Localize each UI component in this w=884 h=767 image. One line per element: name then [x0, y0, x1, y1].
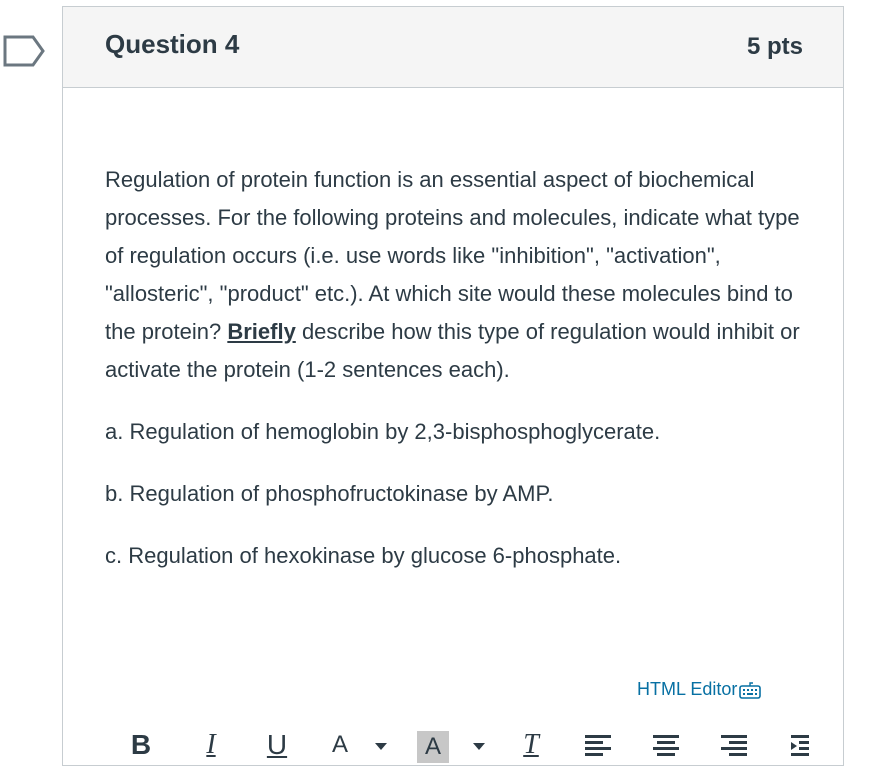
question-intro — [105, 161, 817, 389]
align-right-icon[interactable] — [721, 731, 747, 761]
question-points: 5 pts — [746, 33, 803, 60]
html-editor-link[interactable] — [637, 679, 761, 700]
align-center-icon[interactable] — [653, 731, 679, 761]
clear-format-button[interactable]: T — [523, 729, 539, 760]
background-color-dropdown-icon[interactable] — [473, 743, 485, 750]
keyboard-icon — [739, 681, 761, 699]
question-intro-before: Regulation of protein function is an essential aspect of biochemical processes. For the following proteins and molecules, indicate what type of regulation occurs (i.e. use words like "inhibition", "activation", "allosteric", "product" etc.). At which site would these molecules bind to the protein? — [105, 167, 800, 344]
text-color-button[interactable]: A — [331, 731, 348, 758]
emphasis-briefly: Briefly — [227, 319, 296, 344]
question-header — [63, 7, 843, 88]
question-item-c: c. Regulation of hexokinase by glucose 6-phosphate. — [105, 543, 622, 568]
question-text — [105, 161, 817, 599]
question-intro-after: describe how this type of regulation would inhibit or activate the protein (1-2 sentences each). — [105, 319, 800, 382]
text-color-dropdown-icon[interactable] — [375, 743, 387, 750]
underline-button[interactable]: U — [266, 729, 288, 760]
question-item-b: b. Regulation of phosphofructokinase by AMP. — [105, 481, 554, 506]
question-card — [62, 6, 844, 766]
question-item-a: a. Regulation of hemoglobin by 2,3-bisphosphoglycerate. — [105, 419, 661, 444]
flag-question-icon[interactable] — [2, 34, 46, 68]
background-color-button[interactable]: A — [417, 731, 449, 763]
italic-button[interactable]: I — [206, 729, 216, 760]
html-editor-label[interactable]: HTML Editor — [637, 679, 738, 699]
editor-toolbar — [119, 723, 819, 767]
bold-button[interactable]: B — [130, 729, 152, 760]
align-left-icon[interactable] — [585, 731, 611, 761]
indent-icon[interactable] — [791, 731, 811, 761]
question-title: Question 4 — [105, 29, 240, 59]
